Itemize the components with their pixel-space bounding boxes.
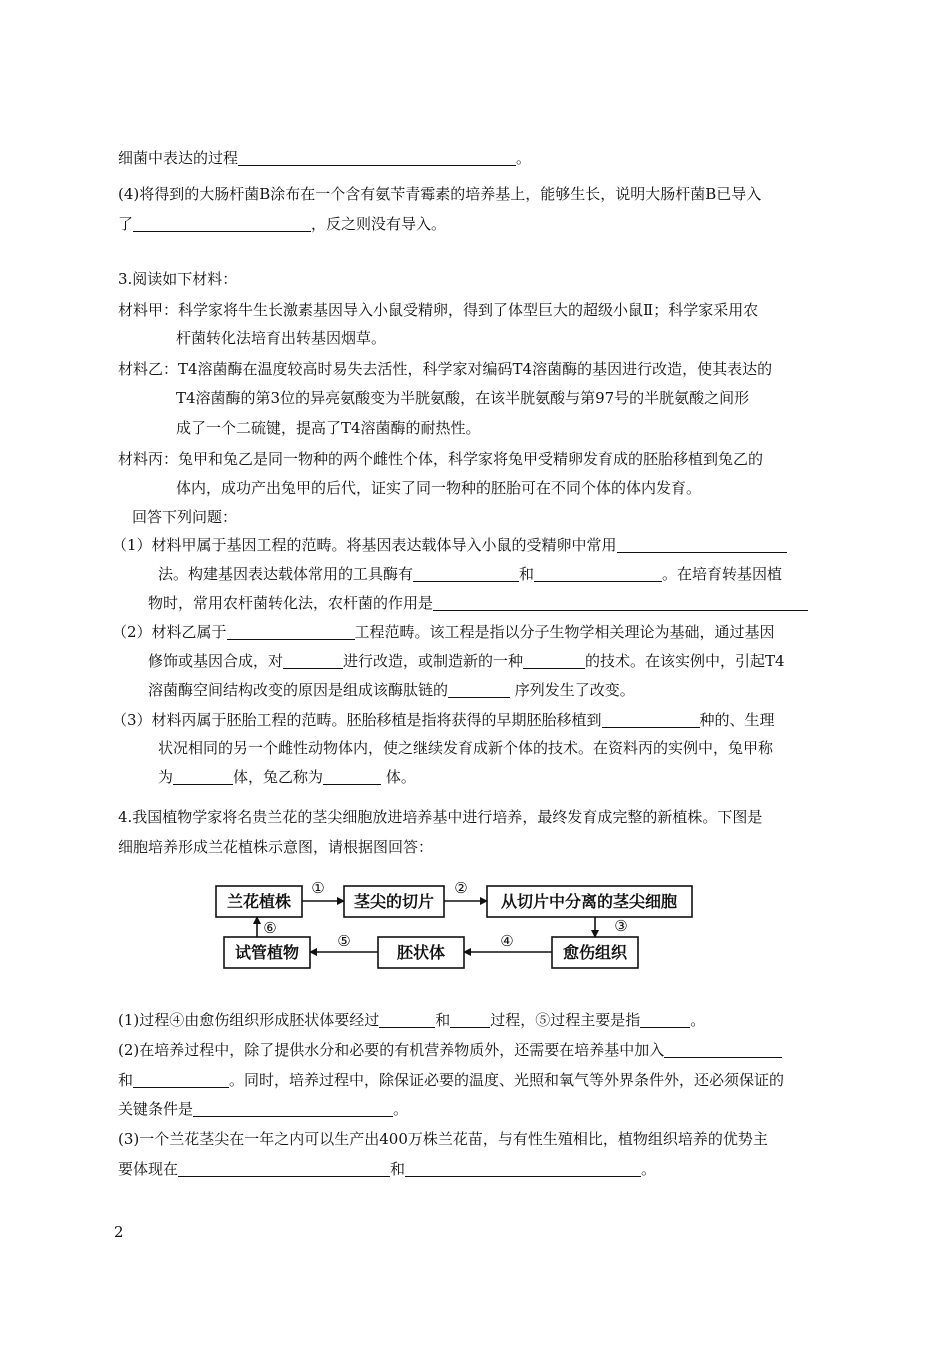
page-number: 2 [114,1223,124,1241]
q4-part2-line3: 关键条件是 。 [118,1100,409,1118]
q2-line: 细菌中表达的过程 。 [118,149,532,167]
box-label: 兰花植株 [226,892,292,911]
step-label: ⑤ [337,932,351,950]
q4-part3-line1: (3)一个兰花茎尖在一年之内可以生产出400万株兰花苗，与有性生殖相比，植物组织培养的优势主 [118,1130,768,1148]
answer-blank[interactable] [379,1011,435,1028]
material-jia-line1: 材料甲：科学家将牛生长激素基因导入小鼠受精卵，得到了体型巨大的超级小鼠Ⅱ；科学家采用农 [118,301,759,319]
material-yi-line1: 材料乙：T4溶菌酶在温度较高时易失去活性，科学家对编码T4溶菌酶的基因进行改造，使其表达的 [118,360,773,378]
box-label: 愈伤组织 [562,943,628,962]
q3-sub2-line3: 溶菌酶空间结构改变的原因是组成该酶肽链的 序列发生了改变。 [148,681,635,699]
q4-intro-line2: 细胞培养形成兰花植株示意图，请根据图回答： [118,838,434,856]
answer-prompt: 回答下列问题： [132,508,238,526]
answer-blank[interactable] [450,1011,490,1028]
q4-intro-line1: 4.我国植物学家将名贵兰花的茎尖细胞放进培养基中进行培养，最终发育成完整的新植株。下图是 [118,808,763,826]
step-label: ③ [614,917,628,935]
answer-blank[interactable] [640,1011,690,1028]
answer-blank[interactable] [193,1100,393,1117]
material-bing-line1: 材料丙：兔甲和兔乙是同一物种的两个雌性个体，科学家将兔甲受精卵发育成的胚胎移植到兔乙的 [118,450,764,468]
q4-part2-line1: (2)在培养过程中，除了提供水分和必要的有机营养物质外，还需要在培养基中加入 [118,1039,782,1061]
box-label: 胚状体 [396,943,446,962]
box-label: 试管植物 [234,943,300,962]
q3-sub1-line3: 物时，常用农杆菌转化法，农杆菌的作用是 [148,592,808,614]
box-label: 茎尖的切片 [353,892,435,911]
material-yi-line3: 成了一个二硫键，提高了T4溶菌酶的耐热性。 [176,419,481,437]
step-label: ④ [500,932,514,950]
answer-blank[interactable] [133,1071,229,1088]
q4-part2-line2: 和 。同时，培养过程中，除保证必要的温度、光照和氧气等外界条件外，还必须保证的 [118,1071,785,1089]
q3-sub3-line2: 状况相同的另一个雌性动物体内，使之继续发育成新个体的技术。在资料丙的实例中，兔甲称 [158,739,774,757]
q4-part1: (1)过程④由愈伤组织形成胚状体要经过 和 过程，⑤过程主要是指 。 [118,1011,706,1029]
material-jia-line2: 杆菌转化法培育出转基因烟草。 [176,329,387,347]
q3-sub1-line2: 法。构建基因表达载体常用的工具酶有 和 。在培育转基因植 [158,565,783,583]
q3-sub3-line1: （3）材料丙属于胚胎工程的范畴。胚胎移植是指将获得的早期胚胎移植到 种的、生理 [112,711,775,729]
answer-blank[interactable] [178,1160,390,1177]
q3-sub3-line3: 为 体，兔乙称为 体。 [158,768,416,786]
step-label: ① [311,879,325,897]
q4-part3-line2: 要体现在 和 。 [118,1160,657,1178]
material-bing-line2: 体内，成功产出兔甲的后代，证实了同一物种的胚胎可在不同个体的体内发育。 [176,479,702,497]
answer-blank[interactable] [405,1160,641,1177]
answer-blank[interactable] [664,1041,782,1058]
q3-sub2-line1: （2）材料乙属于 工程范畴。该工程是指以分子生物学相关理论为基础，通过基因 [112,623,775,641]
box-label: 从切片中分离的茎尖细胞 [500,892,678,911]
q3-sub2-line2: 修饰或基因合成，对 进行改造，或制造新的一种 的技术。在该实例中，引起T4 [148,652,785,670]
q3-title: 3.阅读如下材料： [118,270,238,288]
material-yi-line2: T4溶菌酶的第3位的异亮氨酸变为半胱氨酸，在该半胱氨酸与第97号的半胱氨酸之间形 [176,389,750,407]
q3-sub1-line1: （1）材料甲属于基因工程的范畴。将基因表达载体导入小鼠的受精卵中常用 [112,534,787,556]
step-label: ② [454,879,468,897]
q2-part4-line1: (4)将得到的大肠杆菌B涂布在一个含有氨苄青霉素的培养基上，能够生长，说明大肠杆菌B已导入 [118,185,762,203]
q2-part4-line2: 了 ，反之则没有导入。 [118,215,447,233]
step-label: ⑥ [263,919,277,937]
